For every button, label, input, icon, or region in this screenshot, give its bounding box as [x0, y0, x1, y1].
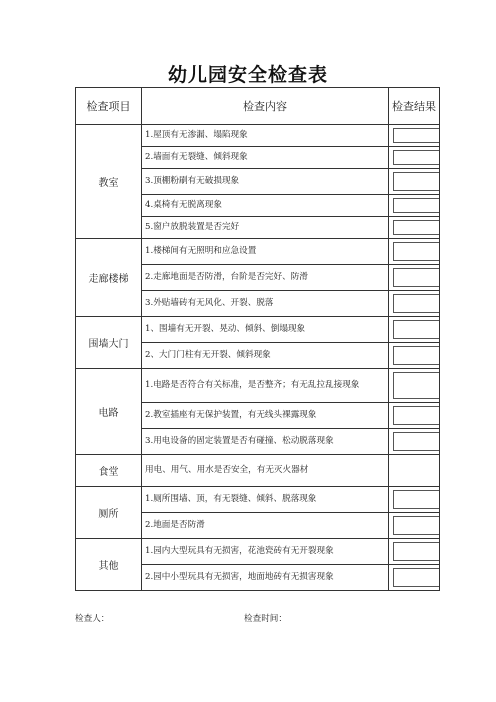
inspector-label: 检查人： — [75, 614, 110, 624]
table-row — [76, 317, 440, 343]
result-cell[interactable] — [389, 565, 440, 591]
check-item: 3.顶棚粉刷有无破损现象 — [142, 169, 389, 195]
result-cell[interactable] — [389, 403, 440, 429]
check-item: 1、围墙有无开裂、晃动、倾斜、倒塌现象 — [142, 317, 389, 343]
category-corridor-stairs: 走廊楼梯 — [76, 239, 142, 317]
header-result: 检查结果 — [389, 88, 440, 125]
category-canteen: 食堂 — [76, 455, 142, 487]
result-cell[interactable] — [389, 147, 440, 169]
inspection-time-label: 检查时间： — [244, 614, 287, 624]
table-row — [76, 487, 440, 513]
result-cell[interactable] — [389, 317, 440, 343]
check-item: 用电、用气、用水是否安全，有无灭火器材 — [142, 455, 389, 487]
category-other: 其他 — [76, 539, 142, 591]
result-cell[interactable] — [389, 265, 440, 291]
category-classroom: 教室 — [76, 125, 142, 239]
category-circuit: 电路 — [76, 369, 142, 455]
header-item: 检查项目 — [76, 88, 142, 125]
header-row — [76, 88, 440, 125]
check-item: 2、大门门柱有无开裂、倾斜现象 — [142, 343, 389, 369]
check-item: 4.桌椅有无脱离现象 — [142, 195, 389, 217]
page-title: 幼儿园安全检查表 — [167, 64, 328, 86]
table-row — [76, 239, 440, 265]
check-item: 2.墙面有无裂缝、倾斜现象 — [142, 147, 389, 169]
result-cell[interactable] — [389, 239, 440, 265]
table-row — [76, 369, 440, 403]
check-item: 2.地面是否防滑 — [142, 513, 389, 539]
category-toilet: 厕所 — [76, 487, 142, 539]
result-cell[interactable] — [389, 487, 440, 513]
result-cell[interactable] — [389, 195, 440, 217]
result-cell[interactable] — [389, 291, 440, 317]
result-cell[interactable] — [389, 343, 440, 369]
result-cell[interactable] — [389, 455, 440, 487]
result-cell[interactable] — [389, 169, 440, 195]
result-cell[interactable] — [389, 539, 440, 565]
table-row — [76, 539, 440, 565]
result-cell[interactable] — [389, 125, 440, 147]
check-item: 1.电路是否符合有关标准，是否整齐；有无乱拉乱接现象 — [142, 369, 389, 403]
result-cell[interactable] — [389, 513, 440, 539]
check-item: 5.窗户放脱装置是否完好 — [142, 217, 389, 239]
result-cell[interactable] — [389, 217, 440, 239]
check-item: 1.屋顶有无渗漏、塌陷现象 — [142, 125, 389, 147]
check-item: 2.园中小型玩具有无损害，地面地砖有无损害现象 — [142, 565, 389, 591]
table-row — [76, 125, 440, 147]
check-item: 1.厕所围墙、顶，有无裂缝、倾斜、脱落现象 — [142, 487, 389, 513]
header-content: 检查内容 — [142, 88, 389, 125]
check-item: 1.楼梯间有无照明和应急设置 — [142, 239, 389, 265]
category-wall-gate: 围墙大门 — [76, 317, 142, 369]
table-row — [76, 455, 440, 487]
check-item: 3.用电设备的固定装置是否有碰撞、松动脱落现象 — [142, 429, 389, 455]
check-item: 1.园内大型玩具有无损害，花池瓷砖有无开裂现象 — [142, 539, 389, 565]
safety-checklist-table — [75, 87, 440, 591]
check-item: 3.外贴墙砖有无风化、开裂、脱落 — [142, 291, 389, 317]
result-cell[interactable] — [389, 429, 440, 455]
result-cell[interactable] — [389, 369, 440, 403]
check-item: 2.教室插座有无保护装置，有无线头裸露现象 — [142, 403, 389, 429]
check-item: 2.走廊地面是否防滑，台阶是否完好、防滑 — [142, 265, 389, 291]
